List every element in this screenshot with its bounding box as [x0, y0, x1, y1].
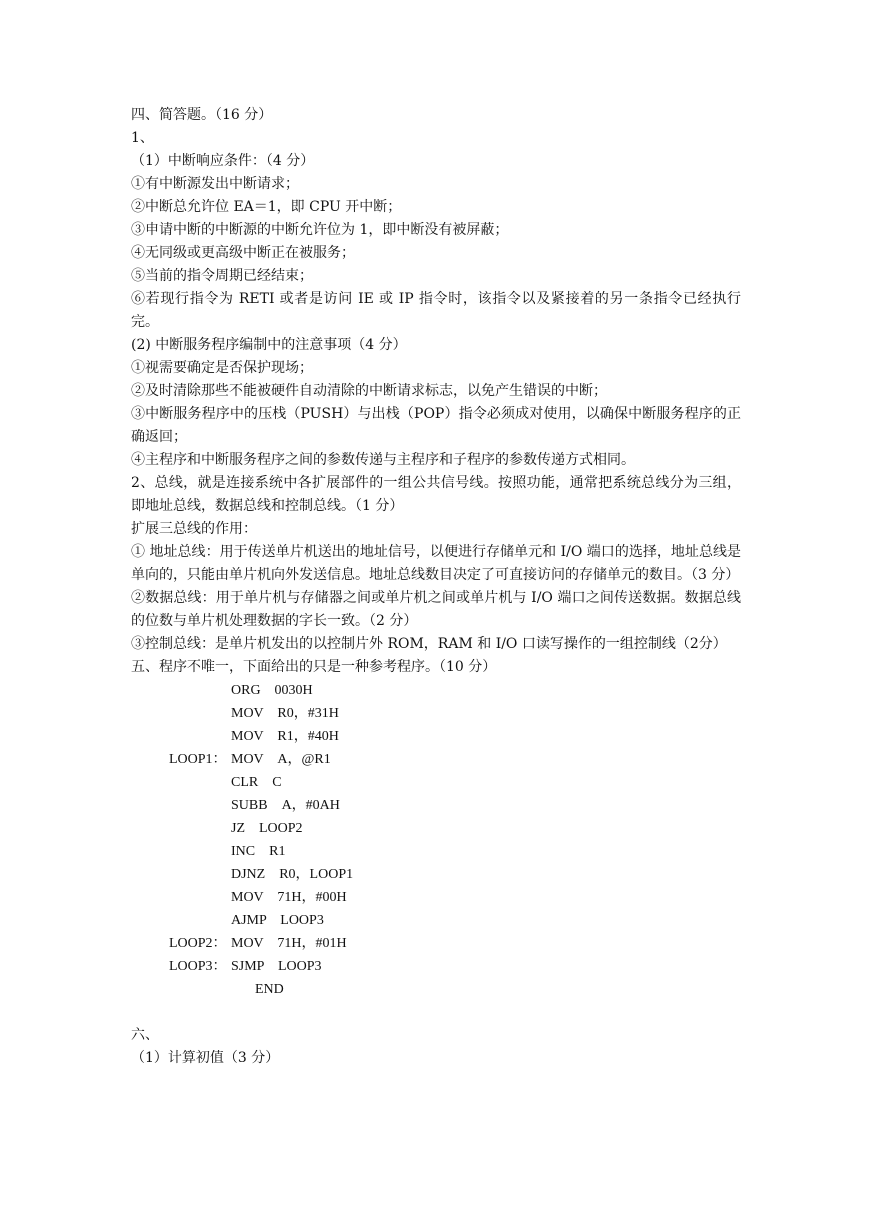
code-instruction: SJMP LOOP3	[231, 959, 322, 974]
code-instruction: DJNZ R0，LOOP1	[231, 867, 354, 882]
code-instruction: INC R1	[231, 844, 286, 859]
part1-item: ③申请中断的中断源的中断允许位为 1，即中断没有被屏蔽；	[131, 222, 509, 238]
code-line	[131, 817, 741, 840]
part1-item: ⑥若现行指令为 RETI 或者是访问 IE 或 IP 指令时，该指令以及紧接着的另一条指令已经执行完。	[131, 291, 741, 330]
part1-item: ⑤当前的指令周期已经结束；	[131, 268, 313, 284]
question2-text: 2、总线，就是连接系统中各扩展部件的一组公共信号线。按照功能，通常把系统总线分为三组，即地址总线，数据总线和控制总线。（1 分）	[131, 475, 741, 514]
question1-label: 1、	[131, 130, 154, 146]
code-label: LOOP2：	[169, 936, 227, 951]
part2-item: ④主程序和中断服务程序之间的参数传递与主程序和子程序的参数传递方式相同。	[131, 452, 635, 468]
code-end-line	[131, 978, 741, 1001]
part1-item: ②中断总允许位 EA＝1，即 CPU 开中断；	[131, 199, 402, 215]
code-instruction: MOV R0，#31H	[231, 706, 339, 721]
code-line	[131, 794, 741, 817]
code-instruction: JZ LOOP2	[231, 821, 303, 836]
code-instruction: ORG 0030H	[231, 683, 313, 698]
code-instruction: MOV 71H，#01H	[231, 936, 347, 951]
answer-content	[131, 104, 741, 1070]
code-line	[131, 909, 741, 932]
part2-item: ①视需要确定是否保护现场；	[131, 360, 313, 376]
code-line	[131, 886, 741, 909]
part2-item: ③中断服务程序中的压栈（PUSH）与出栈（POP）指令必须成对使用，以确保中断服务程序的正确返回；	[131, 406, 741, 445]
bus-heading: 扩展三总线的作用：	[131, 521, 257, 537]
code-instruction: MOV A，@R1	[231, 752, 331, 767]
code-end: END	[255, 982, 284, 997]
code-label: LOOP3：	[169, 959, 227, 974]
code-line	[131, 679, 741, 702]
code-instruction: MOV 71H，#00H	[231, 890, 347, 905]
code-instruction: SUBB A，#0AH	[231, 798, 340, 813]
section6-part1-heading: （1）计算初值（3 分）	[131, 1050, 280, 1066]
section5-title: 五、程序不唯一，下面给出的只是一种参考程序。（10 分）	[131, 659, 497, 675]
section6-title: 六、	[131, 1027, 159, 1043]
part2-heading: (2) 中断服务程序编制中的注意事项（4 分）	[131, 337, 407, 353]
code-line	[131, 725, 741, 748]
assembly-program	[131, 679, 741, 1001]
code-line	[131, 955, 741, 978]
code-line	[131, 702, 741, 725]
code-instruction: CLR C	[231, 775, 282, 790]
code-line	[131, 932, 741, 955]
part2-item: ②及时清除那些不能被硬件自动清除的中断请求标志，以免产生错误的中断；	[131, 383, 607, 399]
code-instruction: AJMP LOOP3	[231, 913, 324, 928]
part1-heading: （1）中断响应条件：（4 分）	[131, 153, 315, 169]
section4-title: 四、简答题。（16 分）	[131, 107, 273, 123]
code-label: LOOP1：	[169, 752, 227, 767]
bus-item: ① 地址总线：用于传送单片机送出的地址信号，以便进行存储单元和 I/O 端口的选择，地址总线是单向的，只能由单片机向外发送信息。地址总线数目决定了可直接访问的存储单元的数目。（3 分）	[131, 544, 741, 583]
code-line	[131, 840, 741, 863]
part1-item: ④无同级或更高级中断正在被服务；	[131, 245, 355, 261]
part1-item: ①有中断源发出中断请求；	[131, 176, 299, 192]
code-line	[131, 748, 741, 771]
code-instruction: MOV R1，#40H	[231, 729, 339, 744]
bus-item: ②数据总线：用于单片机与存储器之间或单片机之间或单片机与 I/O 端口之间传送数据。数据总线的位数与单片机处理数据的字长一致。（2 分）	[131, 590, 741, 629]
bus-item: ③控制总线：是单片机发出的以控制片外 ROM，RAM 和 I/O 口读写操作的一组控制线（2分）	[131, 636, 727, 652]
code-line	[131, 771, 741, 794]
code-line	[131, 863, 741, 886]
